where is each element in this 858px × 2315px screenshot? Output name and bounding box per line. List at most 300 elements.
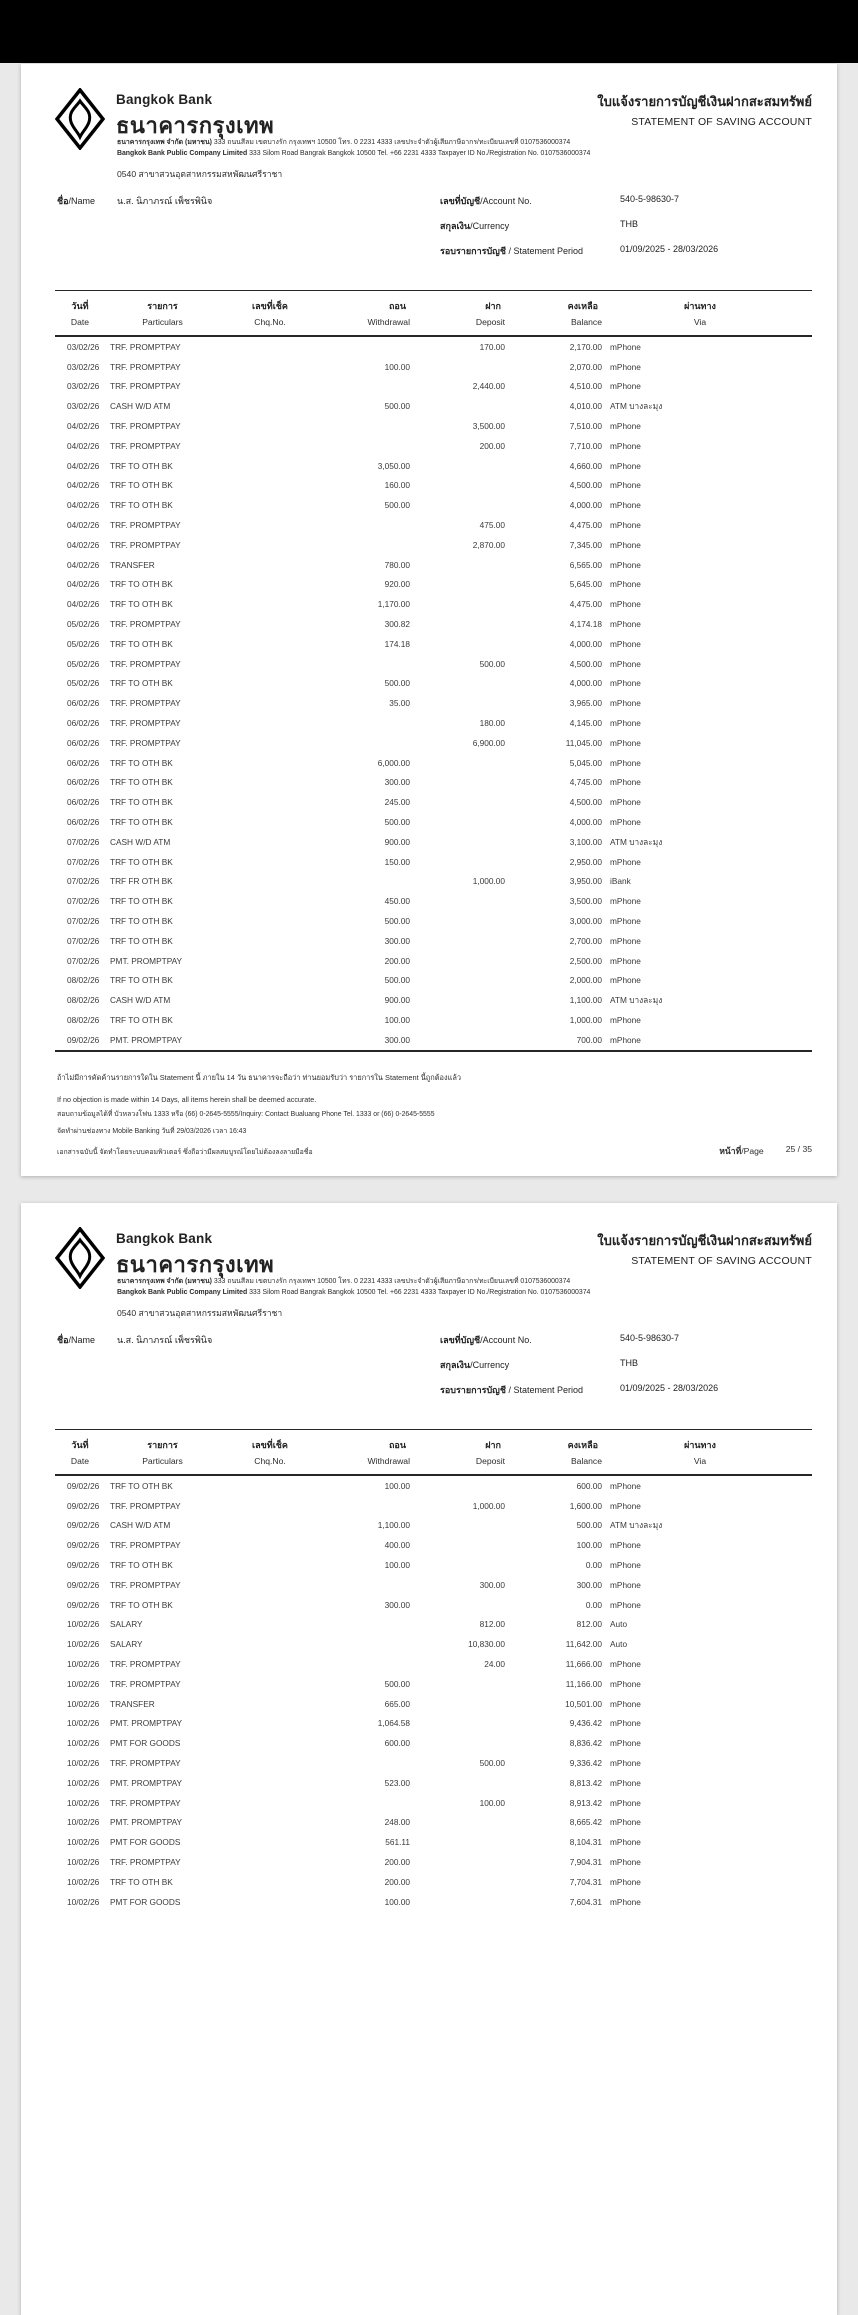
cell-particulars: TRF TO OTH BK	[110, 1599, 173, 1610]
cell-date: 10/02/26	[67, 1718, 100, 1729]
table-row	[55, 1714, 812, 1734]
cell-via: mPhone	[610, 1540, 641, 1551]
table-row	[55, 753, 812, 773]
cell-deposit: 24.00	[484, 1659, 505, 1670]
table-row	[55, 416, 812, 436]
cell-particulars: TRF. PROMPTPAY	[110, 698, 181, 709]
cell-date: 07/02/26	[67, 856, 100, 867]
cell-via: mPhone	[610, 1659, 641, 1670]
cell-withdrawal: 500.00	[384, 678, 410, 689]
cell-date: 04/02/26	[67, 539, 100, 550]
cell-withdrawal: 1,170.00	[377, 599, 410, 610]
cell-withdrawal: 3,050.00	[377, 460, 410, 471]
cell-balance: 2,700.00	[569, 935, 602, 946]
cell-via: mPhone	[610, 559, 641, 570]
cell-via: mPhone	[610, 361, 641, 372]
bank-address: ธนาคารกรุงเทพ จำกัด (มหาชน) 333 ถนนสีลม เขตบางรัก กรุงเทพฯ 10500 โทร. 0 2231 4333 เลขประจำตัวผู้เสียภาษีอากร/ทะเบียนเลขที่ 0107536000374 Bangkok Bank Public Company Limited 333 Silom Road Bangrak Bangkok 10500 Tel. +66 2231 4333 Taxpayer ID No./Registration No. 0107536000374	[117, 1278, 591, 1296]
transactions-table	[55, 1429, 812, 1912]
cell-withdrawal: 160.00	[384, 480, 410, 491]
cell-particulars: TRF. PROMPTPAY	[110, 1540, 181, 1551]
cell-date: 05/02/26	[67, 678, 100, 689]
page-footer	[57, 1072, 812, 1158]
cell-balance: 7,704.31	[569, 1876, 602, 1887]
cell-particulars: TRANSFER	[110, 1698, 155, 1709]
table-row	[55, 495, 812, 515]
cell-balance: 1,100.00	[569, 995, 602, 1006]
cell-withdrawal: 450.00	[384, 896, 410, 907]
cell-balance: 3,100.00	[569, 836, 602, 847]
cell-deposit: 2,870.00	[472, 539, 505, 550]
statement-period-value: 01/09/2025 - 28/03/2026	[620, 1383, 719, 1393]
cell-date: 08/02/26	[67, 975, 100, 986]
cell-withdrawal: 500.00	[384, 975, 410, 986]
cell-date: 03/02/26	[67, 381, 100, 392]
table-header: วันที่ รายการ เลขที่เช็ค ถอน ฝาก คงเหลือ ผ่านทาง Date Particulars Chq.No. Withdrawal Deposit Balance Via	[55, 291, 812, 337]
cell-balance: 700.00	[576, 1034, 602, 1045]
cell-via: Auto	[610, 1639, 628, 1650]
cell-particulars: TRF TO OTH BK	[110, 975, 173, 986]
cell-balance: 4,510.00	[569, 381, 602, 392]
cell-via: ATM บางละมุง	[610, 1520, 663, 1531]
cell-balance: 4,500.00	[569, 797, 602, 808]
cell-via: mPhone	[610, 1678, 641, 1689]
table-row	[55, 1030, 812, 1050]
table-row	[55, 852, 812, 872]
cell-withdrawal: 523.00	[384, 1777, 410, 1788]
cell-date: 10/02/26	[67, 1857, 100, 1868]
cell-via: mPhone	[610, 341, 641, 352]
cell-withdrawal: 500.00	[384, 500, 410, 511]
cell-balance: 1,000.00	[569, 1014, 602, 1025]
cell-balance: 2,950.00	[569, 856, 602, 867]
statement-page-1	[21, 64, 837, 1176]
cell-particulars: TRF. PROMPTPAY	[110, 619, 181, 630]
title-en: STATEMENT OF SAVING ACCOUNT	[631, 1255, 812, 1267]
table-row	[55, 654, 812, 674]
cell-particulars: TRF. PROMPTPAY	[110, 1500, 181, 1511]
cell-via: mPhone	[610, 1777, 641, 1788]
cell-via: mPhone	[610, 1014, 641, 1025]
cell-date: 07/02/26	[67, 935, 100, 946]
cell-date: 10/02/26	[67, 1837, 100, 1848]
cell-balance: 11,045.00	[565, 737, 602, 748]
cell-via: mPhone	[610, 777, 641, 788]
cell-via: mPhone	[610, 599, 641, 610]
cell-via: mPhone	[610, 539, 641, 550]
cell-deposit: 1,000.00	[472, 1500, 505, 1511]
cell-date: 03/02/26	[67, 341, 100, 352]
cell-via: mPhone	[610, 1876, 641, 1887]
cell-via: mPhone	[610, 500, 641, 511]
table-row	[55, 713, 812, 733]
cell-date: 07/02/26	[67, 876, 100, 887]
table-row	[55, 1753, 812, 1773]
cell-date: 09/02/26	[67, 1480, 100, 1491]
cell-particulars: TRF TO OTH BK	[110, 500, 173, 511]
cell-particulars: PMT. PROMPTPAY	[110, 1718, 183, 1729]
cell-balance: 10,501.00	[565, 1698, 602, 1709]
table-row	[55, 357, 812, 377]
cell-withdrawal: 100.00	[384, 1014, 410, 1025]
cell-date: 09/02/26	[67, 1560, 100, 1571]
table-row	[55, 1615, 812, 1635]
cell-via: mPhone	[610, 1857, 641, 1868]
cell-date: 08/02/26	[67, 1014, 100, 1025]
cell-particulars: PMT. PROMPTPAY	[110, 1777, 183, 1788]
cell-balance: 0.00	[585, 1599, 602, 1610]
bangkok-bank-logo-icon	[55, 1227, 105, 1294]
cell-via: iBank	[610, 876, 631, 887]
title-th: ใบแจ้งรายการบัญชีเงินฝากสะสมทรัพย์	[597, 1233, 812, 1248]
cell-deposit: 300.00	[479, 1579, 505, 1590]
cell-particulars: TRF. PROMPTPAY	[110, 381, 181, 392]
cell-date: 04/02/26	[67, 421, 100, 432]
table-row	[55, 1555, 812, 1575]
computer-generated-note: เอกสารฉบับนี้ จัดทำโดยระบบคอมพิวเตอร์ ซึ่งถือว่ามีผลสมบูรณ์โดยไม่ต้องลงลายมือชื่อ	[57, 1149, 313, 1156]
viewer-top-bar	[0, 0, 858, 63]
cell-withdrawal: 1,064.58	[377, 1718, 410, 1729]
cell-withdrawal: 174.18	[384, 638, 410, 649]
cell-balance: 11,166.00	[565, 1678, 602, 1689]
cell-particulars: TRF. PROMPTPAY	[110, 1579, 181, 1590]
table-row	[55, 872, 812, 892]
account-number-value: 540-5-98630-7	[620, 194, 680, 204]
cell-balance: 600.00	[576, 1480, 602, 1491]
cell-via: mPhone	[610, 955, 641, 966]
cell-date: 03/02/26	[67, 361, 100, 372]
cell-via: mPhone	[610, 1758, 641, 1769]
cell-date: 06/02/26	[67, 777, 100, 788]
cell-deposit: 812.00	[479, 1619, 505, 1630]
cell-deposit: 3,500.00	[472, 421, 505, 432]
cell-particulars: CASH W/D ATM	[110, 995, 171, 1006]
cell-date: 06/02/26	[67, 698, 100, 709]
table-row	[55, 1674, 812, 1694]
cell-particulars: TRF TO OTH BK	[110, 916, 173, 926]
table-row	[55, 733, 812, 753]
bangkok-bank-logo-icon	[55, 88, 105, 155]
cell-date: 04/02/26	[67, 520, 100, 531]
cell-date: 07/02/26	[67, 836, 100, 847]
cell-withdrawal: 500.00	[384, 1678, 410, 1689]
table-row	[55, 1694, 812, 1714]
cell-withdrawal: 1,100.00	[377, 1520, 410, 1531]
cell-particulars: CASH W/D ATM	[110, 836, 171, 847]
cell-balance: 0.00	[585, 1560, 602, 1571]
table-row	[55, 515, 812, 535]
cell-via: mPhone	[610, 1698, 641, 1709]
cell-date: 09/02/26	[67, 1579, 100, 1590]
cell-withdrawal: 300.00	[384, 1034, 410, 1045]
cell-balance: 8,665.42	[569, 1817, 602, 1828]
table-row	[55, 1654, 812, 1674]
cell-date: 06/02/26	[67, 757, 100, 768]
cell-date: 10/02/26	[67, 1698, 100, 1709]
page-number: หน้าที่/Page 25 / 35	[719, 1144, 812, 1156]
cell-balance: 2,500.00	[569, 955, 602, 966]
cell-via: mPhone	[610, 975, 641, 986]
cell-date: 10/02/26	[67, 1639, 100, 1650]
cell-withdrawal: 500.00	[384, 817, 410, 828]
branch-name: 0540 สาขาสวนอุตสาหกรรมสหพัฒนศรีราชา	[117, 169, 283, 179]
cell-deposit: 1,000.00	[472, 876, 505, 887]
table-row	[55, 1832, 812, 1852]
cell-via: mPhone	[610, 381, 641, 392]
table-row	[55, 911, 812, 931]
cell-withdrawal: 248.00	[384, 1817, 410, 1828]
cell-particulars: TRF. PROMPTPAY	[110, 1758, 181, 1769]
cell-date: 04/02/26	[67, 500, 100, 511]
cell-via: mPhone	[610, 896, 641, 907]
cell-withdrawal: 300.00	[384, 1599, 410, 1610]
cell-particulars: PMT. PROMPTPAY	[110, 1817, 183, 1828]
document-title	[597, 1230, 812, 1267]
cell-particulars: TRF TO OTH BK	[110, 1480, 173, 1491]
cell-particulars: TRF TO OTH BK	[110, 1560, 173, 1571]
cell-withdrawal: 400.00	[384, 1540, 410, 1551]
cell-via: mPhone	[610, 1817, 641, 1828]
cell-via: mPhone	[610, 520, 641, 531]
cell-deposit: 6,900.00	[472, 737, 505, 748]
cell-deposit: 500.00	[479, 1758, 505, 1769]
cell-balance: 812.00	[576, 1619, 602, 1630]
cell-balance: 7,710.00	[569, 440, 602, 451]
cell-via: ATM บางละมุง	[610, 401, 663, 412]
table-row	[55, 535, 812, 555]
title-en: STATEMENT OF SAVING ACCOUNT	[631, 116, 812, 128]
cell-withdrawal: 300.00	[384, 777, 410, 788]
table-row	[55, 674, 812, 694]
cell-balance: 4,010.00	[569, 401, 602, 412]
currency-value: THB	[620, 219, 638, 229]
cell-balance: 100.00	[576, 1540, 602, 1551]
cell-withdrawal: 900.00	[384, 995, 410, 1006]
table-row	[55, 1872, 812, 1892]
cell-withdrawal: 920.00	[384, 579, 410, 590]
cell-particulars: CASH W/D ATM	[110, 401, 171, 412]
cell-balance: 2,000.00	[569, 975, 602, 986]
cell-date: 09/02/26	[67, 1520, 100, 1531]
disclaimer-th: ถ้าไม่มีการคัดค้านรายการใดใน Statement นี้ ภายใน 14 วัน ธนาคารจะถือว่า ท่านยอมรับว่า รายการใน Statement นี้ถูกต้องแล้ว	[57, 1073, 462, 1082]
table-row	[55, 1773, 812, 1793]
cell-balance: 3,965.00	[569, 698, 602, 709]
title-th: ใบแจ้งรายการบัญชีเงินฝากสะสมทรัพย์	[597, 94, 812, 109]
cell-particulars: TRF. PROMPTPAY	[110, 718, 181, 729]
cell-via: mPhone	[610, 1837, 641, 1848]
cell-particulars: TRF. PROMPTPAY	[110, 658, 181, 669]
account-info	[440, 1333, 718, 1408]
cell-balance: 2,170.00	[569, 341, 602, 352]
bank-name-en: Bangkok Bank	[116, 92, 213, 107]
cell-date: 10/02/26	[67, 1876, 100, 1887]
cell-balance: 9,436.42	[569, 1718, 602, 1729]
cell-balance: 8,836.42	[569, 1738, 602, 1749]
currency-value: THB	[620, 1358, 638, 1368]
cell-balance: 4,000.00	[569, 678, 602, 689]
cell-particulars: TRF TO OTH BK	[110, 638, 173, 649]
cell-balance: 4,145.00	[569, 718, 602, 729]
table-row	[55, 773, 812, 793]
cell-date: 09/02/26	[67, 1540, 100, 1551]
cell-date: 10/02/26	[67, 1817, 100, 1828]
statement-period-value: 01/09/2025 - 28/03/2026	[620, 244, 719, 254]
cell-withdrawal: 150.00	[384, 856, 410, 867]
cell-via: mPhone	[610, 1579, 641, 1590]
cell-date: 10/02/26	[67, 1797, 100, 1808]
cell-particulars: PMT. PROMPTPAY	[110, 955, 183, 966]
account-holder	[57, 1333, 212, 1347]
cell-deposit: 500.00	[479, 658, 505, 669]
table-row	[55, 337, 812, 357]
cell-date: 04/02/26	[67, 460, 100, 471]
table-row	[55, 575, 812, 595]
cell-particulars: TRF TO OTH BK	[110, 856, 173, 867]
cell-date: 10/02/26	[67, 1619, 100, 1630]
cell-date: 10/02/26	[67, 1777, 100, 1788]
cell-via: mPhone	[610, 1500, 641, 1511]
cell-balance: 9,336.42	[569, 1758, 602, 1769]
cell-withdrawal: 35.00	[389, 698, 410, 709]
cell-particulars: SALARY	[110, 1619, 143, 1630]
cell-date: 10/02/26	[67, 1758, 100, 1769]
cell-balance: 4,475.00	[569, 599, 602, 610]
cell-withdrawal: 665.00	[384, 1698, 410, 1709]
cell-via: mPhone	[610, 480, 641, 491]
cell-date: 04/02/26	[67, 440, 100, 451]
cell-date: 10/02/26	[67, 1659, 100, 1670]
cell-particulars: TRF. PROMPTPAY	[110, 1678, 181, 1689]
cell-via: mPhone	[610, 1034, 641, 1045]
generated-line: จัดทำผ่านช่องทาง Mobile Banking วันที่ 29/03/2026 เวลา 16:43	[57, 1128, 247, 1135]
table-row	[55, 1575, 812, 1595]
cell-particulars: TRF. PROMPTPAY	[110, 341, 181, 352]
cell-deposit: 100.00	[479, 1797, 505, 1808]
cell-particulars: TRF. PROMPTPAY	[110, 1797, 181, 1808]
cell-particulars: TRF TO OTH BK	[110, 935, 173, 946]
cell-particulars: TRF. PROMPTPAY	[110, 1659, 181, 1670]
cell-via: mPhone	[610, 817, 641, 828]
account-number-row: เลขที่บัญชี/Account No. 540-5-98630-7	[440, 1333, 718, 1358]
table-body	[55, 337, 812, 1052]
cell-via: mPhone	[610, 579, 641, 590]
cell-via: mPhone	[610, 678, 641, 689]
cell-via: mPhone	[610, 421, 641, 432]
cell-via: mPhone	[610, 619, 641, 630]
cell-withdrawal: 561.11	[385, 1837, 410, 1848]
cell-balance: 5,645.00	[569, 579, 602, 590]
cell-withdrawal: 100.00	[384, 1480, 410, 1491]
cell-particulars: PMT FOR GOODS	[110, 1738, 181, 1749]
cell-balance: 4,745.00	[569, 777, 602, 788]
cell-date: 07/02/26	[67, 896, 100, 907]
cell-date: 05/02/26	[67, 619, 100, 630]
cell-deposit: 2,440.00	[472, 381, 505, 392]
cell-particulars: PMT. PROMPTPAY	[110, 1034, 183, 1045]
table-row	[55, 971, 812, 991]
disclaimer-en: If no objection is made within 14 Days, all items herein shall be deemed accurate.	[57, 1095, 317, 1104]
cell-via: mPhone	[610, 916, 641, 926]
cell-via: mPhone	[610, 718, 641, 729]
transactions-table	[55, 290, 812, 1052]
name-label: ชื่อ/Name	[57, 1335, 96, 1345]
cell-via: mPhone	[610, 935, 641, 946]
cell-withdrawal: 300.00	[384, 935, 410, 946]
cell-withdrawal: 500.00	[384, 401, 410, 412]
cell-date: 10/02/26	[67, 1738, 100, 1749]
table-header: วันที่ รายการ เลขที่เช็ค ถอน ฝาก คงเหลือ ผ่านทาง Date Particulars Chq.No. Withdrawal Deposit Balance Via	[55, 1430, 812, 1476]
cell-withdrawal: 100.00	[384, 1560, 410, 1571]
account-info	[440, 194, 718, 269]
cell-particulars: TRF TO OTH BK	[110, 757, 173, 768]
cell-date: 06/02/26	[67, 718, 100, 729]
cell-deposit: 200.00	[479, 440, 505, 451]
bank-name-th: ธนาคารกรุงเทพ	[116, 1252, 275, 1277]
cell-balance: 7,510.00	[569, 421, 602, 432]
cell-particulars: SALARY	[110, 1639, 143, 1650]
table-row	[55, 832, 812, 852]
cell-balance: 3,000.00	[569, 916, 602, 926]
bank-name-en: Bangkok Bank	[116, 1231, 213, 1246]
cell-via: mPhone	[610, 440, 641, 451]
cell-withdrawal: 780.00	[384, 559, 410, 570]
cell-via: mPhone	[610, 1599, 641, 1610]
cell-date: 09/02/26	[67, 1599, 100, 1610]
cell-date: 04/02/26	[67, 599, 100, 610]
cell-balance: 4,500.00	[569, 658, 602, 669]
name-value: น.ส. นิภาภรณ์ เพ็ชรพินิจ	[117, 1335, 213, 1345]
cell-balance: 5,045.00	[569, 757, 602, 768]
table-row	[55, 1892, 812, 1912]
document-title	[597, 91, 812, 128]
cell-withdrawal: 100.00	[384, 1896, 410, 1907]
cell-particulars: CASH W/D ATM	[110, 1520, 171, 1531]
cell-via: mPhone	[610, 1718, 641, 1729]
currency-row: สกุลเงิน/Currency THB	[440, 219, 718, 244]
cell-via: mPhone	[610, 737, 641, 748]
table-row	[55, 1535, 812, 1555]
cell-particulars: TRF. PROMPTPAY	[110, 520, 181, 531]
table-row	[55, 436, 812, 456]
cell-particulars: TRF. PROMPTPAY	[110, 421, 181, 432]
statement-period-row: รอบรายการบัญชี / Statement Period 01/09/2025 - 28/03/2026	[440, 244, 718, 269]
cell-date: 09/02/26	[67, 1034, 100, 1045]
cell-balance: 6,565.00	[569, 559, 602, 570]
table-row	[55, 951, 812, 971]
table-row	[55, 1595, 812, 1615]
cell-date: 04/02/26	[67, 559, 100, 570]
table-body	[55, 1476, 812, 1912]
cell-particulars: TRF. PROMPTPAY	[110, 1857, 181, 1868]
cell-date: 09/02/26	[67, 1500, 100, 1511]
table-row	[55, 990, 812, 1010]
table-row	[55, 1496, 812, 1516]
cell-particulars: TRF. PROMPTPAY	[110, 361, 181, 372]
cell-deposit: 180.00	[479, 718, 505, 729]
cell-via: mPhone	[610, 757, 641, 768]
cell-date: 10/02/26	[67, 1678, 100, 1689]
statement-page-2	[21, 1203, 837, 2315]
cell-balance: 8,913.42	[569, 1797, 602, 1808]
table-row	[55, 1852, 812, 1872]
cell-particulars: TRF TO OTH BK	[110, 599, 173, 610]
cell-balance: 11,642.00	[565, 1639, 602, 1650]
cell-balance: 7,604.31	[569, 1896, 602, 1907]
cell-deposit: 170.00	[479, 341, 505, 352]
cell-via: ATM บางละมุง	[610, 995, 663, 1006]
cell-date: 07/02/26	[67, 955, 100, 966]
table-row	[55, 456, 812, 476]
cell-via: mPhone	[610, 638, 641, 649]
